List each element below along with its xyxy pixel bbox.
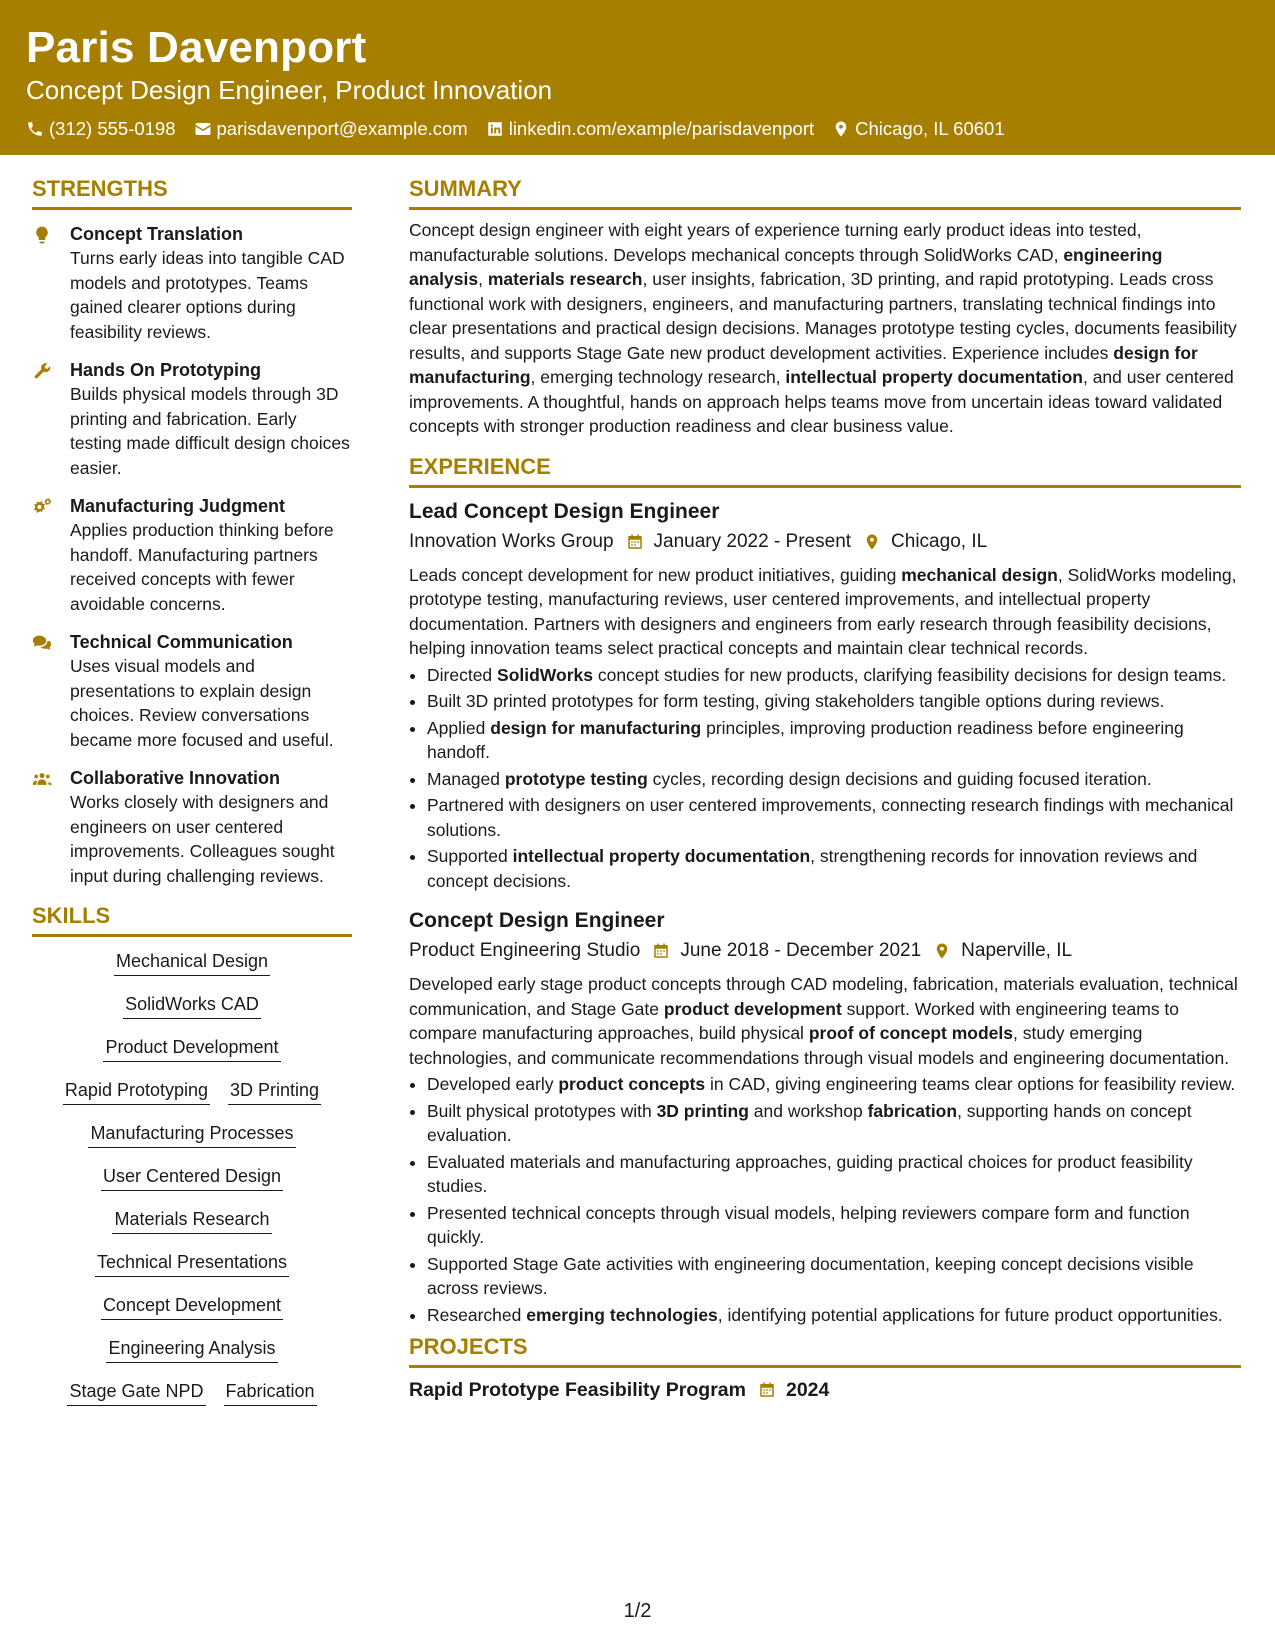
project-year: 2024 (785, 1379, 830, 1401)
job-meta (409, 527, 1241, 557)
strength-item (32, 766, 352, 888)
strength-desc: Builds physical models through 3D printing and fabrication. Early testing made difficult design choices easier. (70, 384, 350, 478)
skill-row (32, 1250, 352, 1277)
skill-tag: Manufacturing Processes (88, 1121, 295, 1148)
envelope-icon (194, 120, 212, 138)
bold-keyword: emerging technologies (526, 1304, 718, 1325)
text-segment: Directed (427, 664, 498, 685)
strength-title: Concept Translation (70, 224, 244, 244)
strength-desc: Turns early ideas into tangible CAD models and prototypes. Teams gained clearer options during feasibility reviews. (70, 248, 345, 342)
linkedin-icon (486, 120, 504, 138)
bold-keyword: product development (663, 998, 842, 1019)
skills-list (32, 949, 352, 1406)
job-bullets (409, 1072, 1241, 1327)
text-segment: Presented technical concepts through visual models, helping reviewers compare form and function quickly. (427, 1202, 1190, 1247)
bold-keyword: intellectual property documentation (785, 367, 1083, 387)
text-segment: Evaluated materials and manufacturing approaches, guiding practical choices for product feasibility studies. (427, 1151, 1193, 1196)
skill-row (32, 1035, 352, 1062)
job-company: Innovation Works Group (409, 530, 614, 552)
bold-keyword: design for manufacturing (490, 717, 702, 738)
bold-keyword: prototype testing (504, 768, 648, 789)
strength-item (32, 630, 352, 752)
text-segment: , supporting hands on concept evaluation. (427, 1100, 1192, 1145)
right-column (409, 175, 1241, 1404)
bold-keyword: mechanical design (901, 564, 1058, 585)
lightbulb-icon (32, 225, 52, 245)
resume-header (0, 0, 1275, 155)
text-segment: principles, improving production readiness before engineering handoff. (427, 717, 1184, 762)
skills-heading: SKILLS (32, 902, 352, 937)
job-description (409, 972, 1241, 1070)
text-segment: support. Worked with engineering teams to compare manufacturing approaches, build physical (409, 998, 1180, 1043)
phone-icon (26, 120, 44, 138)
strength-item (32, 358, 352, 480)
text-segment: Developed early (427, 1074, 559, 1094)
bold-keyword: engineering analysis (409, 244, 1163, 289)
skill-tag: SolidWorks CAD (123, 992, 261, 1019)
job-bullet (427, 767, 1241, 792)
job-bullet (427, 1072, 1241, 1097)
gears-icon (32, 497, 52, 517)
experience-section (409, 453, 1241, 1328)
job-entry (409, 498, 1241, 894)
bold-keyword: design for manufacturing (409, 342, 1198, 387)
text-segment: Built physical prototypes with (427, 1100, 657, 1121)
text-segment: , emerging technology research, (530, 367, 786, 387)
skill-tag: Concept Development (101, 1293, 283, 1320)
bold-keyword: materials research (487, 269, 643, 289)
people-group-icon (32, 769, 52, 789)
contact-location (832, 116, 1004, 142)
linkedin-link[interactable]: linkedin.com/example/parisdavenport (508, 118, 815, 139)
projects-heading: PROJECTS (409, 1333, 1241, 1368)
text-segment: in CAD, giving engineering teams clear options for feasibility review. (705, 1074, 1236, 1094)
job-meta (409, 936, 1241, 966)
skill-row (32, 1207, 352, 1234)
skill-row (32, 949, 352, 976)
calendar-icon (758, 1381, 776, 1399)
job-company: Product Engineering Studio (409, 940, 641, 961)
job-bullet (427, 1303, 1241, 1328)
wrench-icon (32, 361, 52, 381)
left-column (32, 175, 352, 1422)
projects-section (409, 1333, 1241, 1404)
bold-keyword: 3D printing (656, 1100, 749, 1121)
text-segment: , user insights, fabrication, 3D printing, and rapid prototyping. Leads cross functional work with designers, engineers, and manufacturing partners, translating technical findings into clear presentations and practical design decisions. Manages prototype testing cycles, documents feasibility results, and supports Stage Gate new product development activities. Experience includes (409, 269, 1237, 363)
bold-keyword: intellectual property documentation (512, 846, 811, 866)
job-entry (409, 907, 1241, 1327)
strength-item (32, 494, 352, 616)
contact-linkedin[interactable] (486, 116, 814, 142)
calendar-icon (626, 533, 644, 551)
text-segment: Built 3D printed prototypes for form testing, giving stakeholders tangible options during reviews. (427, 691, 1165, 711)
skill-row (32, 1336, 352, 1363)
skills-section (32, 902, 352, 1406)
job-bullet (427, 844, 1241, 893)
map-pin-icon (832, 120, 850, 138)
job-dates: June 2018 - December 2021 (680, 940, 922, 961)
strength-title: Technical Communication (70, 632, 293, 652)
contact-email[interactable] (194, 116, 468, 142)
job-description (409, 563, 1241, 661)
text-segment: and workshop (748, 1100, 868, 1121)
text-segment: , (478, 269, 488, 289)
candidate-title: Concept Design Engineer, Product Innovation (26, 75, 553, 105)
text-segment: Partnered with designers on user centered improvements, connecting research findings with mechanical solutions. (427, 795, 1234, 840)
text-segment: cycles, recording design decisions and guiding focused iteration. (647, 768, 1152, 789)
skill-tag: Engineering Analysis (106, 1336, 277, 1363)
map-pin-icon (863, 533, 881, 551)
strength-title: Manufacturing Judgment (70, 496, 285, 516)
job-bullet (427, 1252, 1241, 1301)
job-location: Chicago, IL (891, 530, 988, 552)
skill-row (32, 1121, 352, 1148)
bold-keyword: SolidWorks (497, 664, 593, 685)
text-segment: , and user centered improvements. A thoughtful, hands on approach helps teams move from uncertain ideas toward validated concepts with stronger production readiness and clear business value. (409, 367, 1234, 436)
project-title: Rapid Prototype Feasibility Program (409, 1379, 746, 1401)
skill-row (32, 1379, 352, 1406)
text-segment: Developed early stage product concepts through CAD modeling, fabrication, materials evaluation, technical communication, and Stage Gate (409, 974, 1238, 1019)
skill-tag: 3D Printing (228, 1078, 321, 1105)
text-segment: , study emerging technologies, and communicate recommendations through visual models and engineering documentation. (409, 1023, 1230, 1068)
skill-tag: Mechanical Design (114, 949, 270, 976)
strengths-heading: STRENGTHS (32, 175, 352, 210)
strength-desc: Applies production thinking before handoff. Manufacturing partners received concepts with fewer avoidable concerns. (70, 520, 334, 614)
text-segment: Researched (427, 1304, 527, 1325)
text-segment: Supported (427, 846, 513, 866)
skill-tag: Fabrication (224, 1379, 317, 1406)
bold-keyword: fabrication (867, 1100, 958, 1121)
skill-row (32, 1078, 352, 1105)
job-bullet (427, 1201, 1241, 1250)
summary-heading: SUMMARY (409, 175, 1241, 210)
contact-phone (26, 116, 176, 142)
skill-tag: User Centered Design (101, 1164, 283, 1191)
job-bullet (427, 1099, 1241, 1148)
location-text: Chicago, IL 60601 (855, 118, 1005, 139)
skill-tag: Materials Research (112, 1207, 271, 1234)
page-number: 1/2 (623, 1600, 652, 1622)
calendar-icon (652, 942, 670, 960)
text-segment: Managed (427, 768, 505, 789)
skill-tag: Technical Presentations (95, 1250, 289, 1277)
skill-tag: Stage Gate NPD (67, 1379, 205, 1406)
text-segment: Leads concept development for new product initiatives, guiding (409, 564, 902, 585)
skill-row (32, 1293, 352, 1320)
text-segment: , identifying potential applications for future product opportunities. (717, 1304, 1223, 1325)
job-bullet (427, 689, 1241, 714)
project-item (409, 1376, 1241, 1404)
skill-tag: Product Development (103, 1035, 280, 1062)
text-segment: Concept design engineer with eight years of experience turning early product ideas into tested, manufacturable solutions. Develops mechanical concepts through SolidWorks CAD, (409, 220, 1142, 265)
job-bullet (427, 663, 1241, 688)
email-link[interactable]: parisdavenport@example.com (216, 118, 468, 139)
bold-keyword: product concepts (558, 1074, 706, 1094)
map-pin-icon (933, 942, 951, 960)
strengths-list (32, 222, 352, 888)
phone-text: (312) 555-0198 (49, 118, 176, 139)
text-segment: , strengthening records for innovation reviews and concept decisions. (427, 846, 1198, 891)
job-bullet (427, 1150, 1241, 1199)
job-title: Concept Design Engineer (409, 909, 665, 932)
job-location: Naperville, IL (961, 940, 1073, 961)
text-segment: Supported Stage Gate activities with engineering documentation, keeping concept decisions visible across reviews. (427, 1253, 1194, 1298)
skill-row (32, 992, 352, 1019)
experience-heading: EXPERIENCE (409, 453, 1241, 488)
strength-item (32, 222, 352, 344)
text-segment: concept studies for new products, clarifying feasibility decisions for design teams. (592, 664, 1227, 685)
text-segment: , SolidWorks modeling, prototype testing, manufacturing reviews, user centered improvements, and intellectual property documentation. Partners with designers and engineers from early research through feasibility decisions, helping innovation teams select practical concepts and maintain clear technical records. (409, 564, 1237, 658)
job-bullet (427, 793, 1241, 842)
skill-tag: Rapid Prototyping (63, 1078, 210, 1105)
job-dates: January 2022 - Present (653, 530, 852, 552)
skill-row (32, 1164, 352, 1191)
job-title: Lead Concept Design Engineer (409, 499, 720, 523)
job-bullet (427, 716, 1241, 765)
strength-title: Hands On Prototyping (70, 360, 261, 380)
strength-title: Collaborative Innovation (70, 768, 281, 788)
summary-text (409, 218, 1241, 439)
text-segment: Applied (427, 717, 491, 738)
candidate-name: Paris Davenport (26, 23, 367, 72)
chat-bubbles-icon (32, 633, 52, 653)
strength-desc: Uses visual models and presentations to explain design choices. Review conversations became more focused and useful. (70, 656, 334, 750)
contact-bar (26, 116, 1249, 142)
bold-keyword: proof of concept models (808, 1023, 1013, 1043)
strength-desc: Works closely with designers and engineers on user centered improvements. Colleagues sought input during challenging reviews. (70, 792, 335, 886)
job-bullets (409, 663, 1241, 894)
